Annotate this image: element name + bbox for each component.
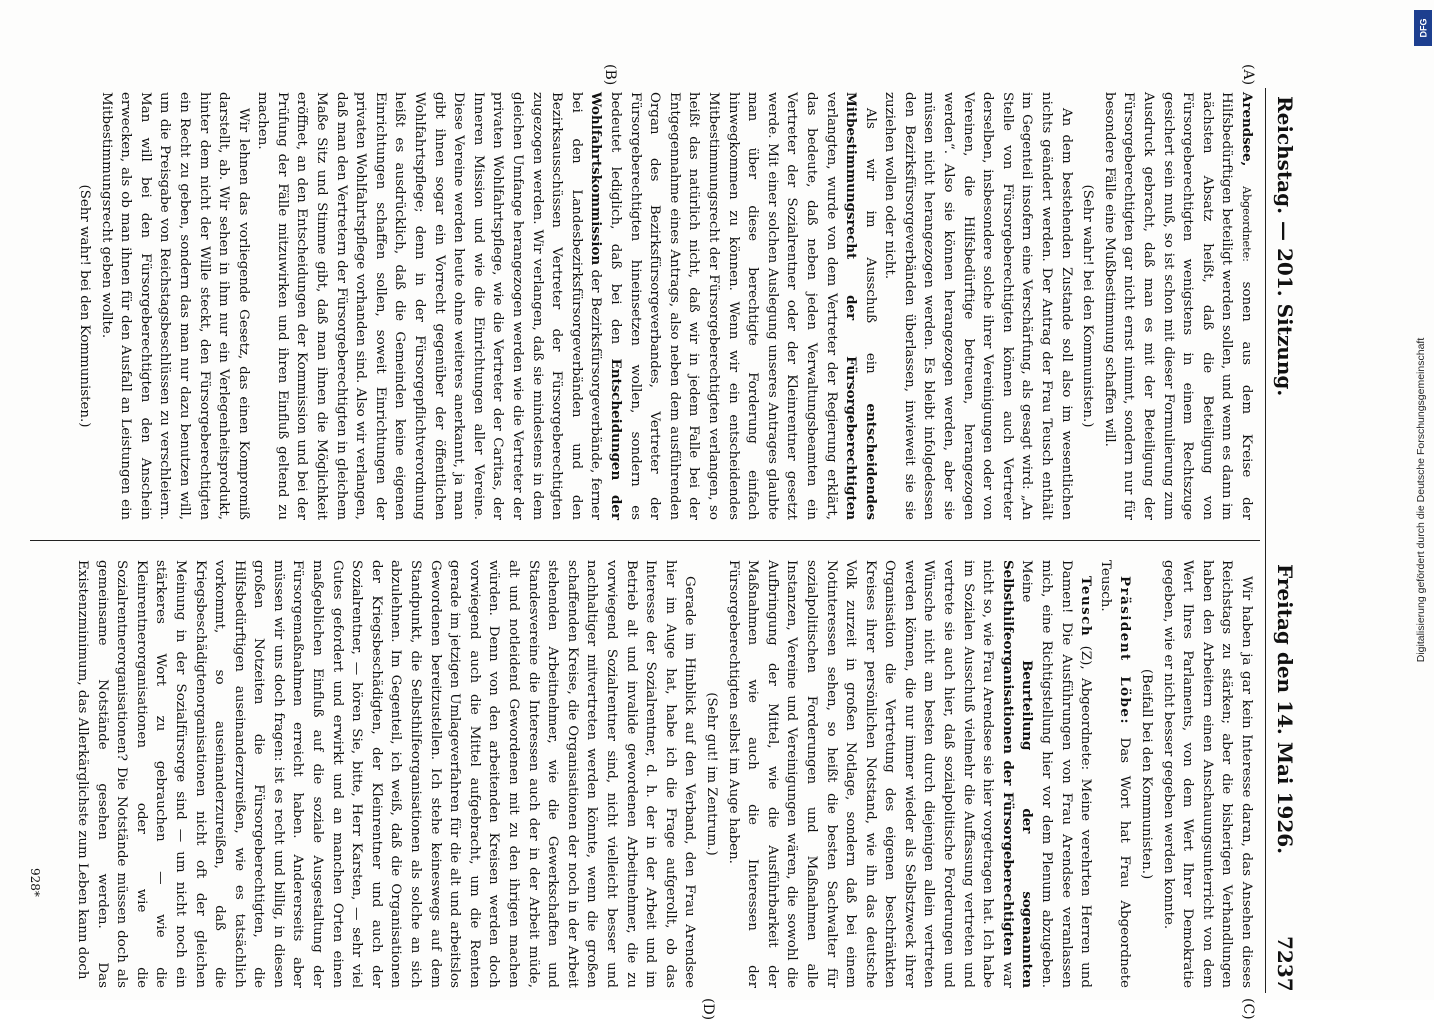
rotated-protocol-page bbox=[10, 64, 1300, 1020]
speaker-paragraph: Teusch (Z), Abgeordnete: Meine verehrten Herren und Damen! Die Ausführungen von Frau Arendsee veranlassen mich, eine Richtigstellung hier vor dem Plenum abzugeben. Meine Beurteilung der sogenannten Selbsthilfeorganisationen der Fürsorgeberechtigten war nicht so, wie Frau Arendsee sie hier vorgetragen hat. Ich habe im Sozialen Ausschuß vielmehr die Auffassung vertreten und vertrete sie auch hier, daß sozialpolitische Forderungen und Wünsche nicht am besten durch diejenigen allein vertreten werden können, die nur immer wieder als Selbstzweck ihrer Organisation die Vertretung des eigenen beschränkten Kreises ihrer persönlichen Notstand, wie ihn das deutsche Volk zurzeit in großen Notlage, sondern daß bei einem Notinteressen sehen, so heißt die besten Sachwalter für sozialpolitischen Forderungen und Maßnahmen alle Instanzen, Vereine und Vereinigungen wären, die sowohl die Aufbringung der Mittel, wie die Ausführbarkeit der Maßnahmen wie auch die Interessen der Fürsorgeberechtigten selbst im Auge haben. bbox=[725, 560, 1095, 989]
interjection: (Sehr gut! im Zentrum.) bbox=[703, 692, 719, 856]
margin-mark-c: (C) bbox=[1240, 998, 1256, 1020]
speaker-role: Abgeordnete: bbox=[1240, 186, 1253, 262]
dfg-sidebar bbox=[1408, 0, 1434, 1000]
interjection: (Beifall bei den Kommunisten.) bbox=[1139, 668, 1155, 880]
paragraph: sonen aus dem Kreise der Hilfsbedürftigen beteiligt werden sollen, und wenn es dann im nächsten Absatz heißt, daß die Beteiligung von Fürsorgeberechtigten wenigstens in einem Rechtszuge gesichert sein muß, so ist schon mit dieser Formulierung zum Ausdruck gebracht, daß man es mit der Beteiligung der Fürsorgeberechtigten gar nicht ernst nimmt, sondern nur für besondere Fälle eine Mußbestimmung schaffen will. bbox=[1101, 92, 1254, 520]
emphasis: entscheidendes Mitbestimmungsrecht der Fürsorgeberechtigten bbox=[843, 92, 879, 520]
margin-mark-d: (D) bbox=[700, 998, 716, 1020]
paragraph: Wir lehnen das vorliegende Gesetz, das einen Kompromiß darstellt, ab. Wir sehen in ihm nur ein Verlegenheitsprodukt, hinter dem nicht der Wille steckt, den Fürsorgeberechtigten ein Recht zu geben, sondern das man nur dazu benutzen will, um die Preisgabe von Reichstagsbeschlüssen zu verschleiern. Man will bei den Fürsorgeberechtigten den Anschein erwecken, als ob man ihnen für den Ausfall an Leistungen ein Mitbestimmungsrecht geben wollte. bbox=[98, 92, 251, 520]
header-left: Reichstag. — 201. Sitzung. bbox=[1273, 96, 1297, 397]
page-header bbox=[1264, 88, 1300, 993]
speaker-name: Arendsee, bbox=[1239, 92, 1255, 167]
interjection: (Sehr wahr! bei den Kommunisten.) bbox=[1080, 184, 1096, 428]
dfg-logo: DFG bbox=[1414, 10, 1432, 46]
president-line: Präsident Löbe: Das Wort hat Frau Abgeordnete Teusch. bbox=[1097, 560, 1134, 988]
margin-mark-a: (A) bbox=[1240, 64, 1256, 86]
paragraph: Gerade im Hinblick auf den Verband, den Frau Arendsee hier im Auge hat, habe ich die Frage aufgerollt, ob das Interesse der Sozialrentner, d. h. der in der Arbeit und im Betrieb alt und invalide gewordenen Arbeitnehmer, die zu vorwiegend Sozialrentner sind, nicht vielleicht besser und nachhaltiger mitvertreten werden könnte, wenn die großen schaffenden Kreise, die Organisationen der noch in der Arbeit stehenden Arbeitnehmer, wie die Gewerkschaften und Standesvereine die Interessen auch der in der Arbeit müde, alt und notleidend Gewordenen mit zu den ihrigen machen würden. Denn von den arbeitenden Kreisen werden doch vorwiegend auch die Mittel aufgebracht, um die Renten gerade im jetzigen Umlageverfahren für die alt und arbeitslos Gewordenen bereitzustellen. Ich stehe keineswegs auf dem Standpunkt, die Selbsthilfeorganisationen als solche an sich abzulehnen. Im Gegenteil, ich weiß, daß die Organisationen der Kriegsbeschädigten, der Kleinrentner und auch der Sozialrentner, — hören Sie, bitte, Herr Karsten, — sehr viel Gutes gefordert und erwirkt und an manchen Orten einen maßgeblichen Einfluß auf die soziale Ausgestaltung der Fürsorgemaßnahmen erreicht haben. Andererseits aber müssen wir uns doch fragen: ist es recht und billig, in diesen großen Notzeiten die Fürsorgeberechtigten, die Hilfsbedürftigen auseinanderzureißen, wie es tatsächlich vorkommt, so auseinanderzureißen, daß die Kriegsbeschädigtenorganisationen nicht oft der gleichen Meinung in der Sozialfürsorge sind — um nicht noch ein stärkeres Wort zu gebrauchen — wie die Kleinrentnerorganisationen oder wie die Sozialrentnerorganisationen? Die Notstände müssen doch als gemeinsame Notstände gesehen werden. Das Existenzminimum, das Allerkärglichste zum Leben kann doch bbox=[74, 560, 698, 988]
right-column bbox=[72, 560, 1256, 988]
emphasis: Beurteilung der sogenannten Selbsthilfeorganisationen der Fürsorgeberechtigten bbox=[999, 560, 1036, 988]
page-number: 7237 bbox=[1273, 936, 1297, 992]
interjection: (Sehr wahr! bei den Kommunisten.) bbox=[76, 184, 92, 428]
header-date: Freitag den 14. Mai 1926. bbox=[1273, 564, 1297, 855]
column-divider bbox=[30, 540, 1260, 541]
president-label: Präsident Löbe: bbox=[1117, 576, 1134, 725]
margin-mark-b: (B) bbox=[602, 64, 618, 86]
speaker-line bbox=[1099, 92, 1256, 520]
left-column bbox=[72, 92, 1256, 520]
paragraph: An dem bestehenden Zustande soll also im wesentlichen nichts geändert werden. Der Antrag der Frau Teusch enthält im Gegenteil insofern eine Verschärfung, als gesagt wird: „An Stelle von Fürsorgeberechtigten können auch Vertreter derselben, insbesondere solche ihrer Vereinigungen oder von Vereinen, die Hilfsbedürftige betreuen, herangezogen werden“. Also sie können herangezogen werden, aber sie müssen nicht herangezogen werden. Es bleibt infolgedessen den Bezirksfürsorgeverbänden überlassen, inwieweit sie sie zuziehen wollen oder nicht. bbox=[882, 92, 1074, 520]
paragraph: Als wir im Ausschuß ein entscheidendes Mitbestimmungsrecht der Fürsorgeberechtigten verlangten, wurde von dem Vertreter der Regierung erklärt, das bedeute, daß neben jeden Verwaltungsbeamten ein Vertreter der Sozialrentner oder der Kleinrentner gesetzt werde. Mit einer solchen Auslegung unseres Antrages glaubte man über diese berechtigte Forderung einfach hinwegkommen zu können. Wenn wir ein entscheidendes Mitbestimmungsrecht der Fürsorgeberechtigten verlangen, so heißt das natürlich nicht, daß wir in jedem Falle bei der Entgegennahme eines Antrags, also neben dem ausführenden Organ des Bezirksfürsorgeverbandes, Vertreter der Fürsorgeberechtigten hineinsetzen wollen, sondern es bedeutet lediglich, daß bei den Entscheidungen der Wohlfahrtskommission der Bezirksfürsorgeverbände, ferner bei den Landesbezirksfürsorgeverbänden und den Bezirksausschüssen Vertreter der Fürsorgeberechtigten zugezogen werden. Wir verlangen, daß sie mindestens in dem gleichen Umfange herangezogen werden wie die Vertreter der privaten Wohlfahrtspflege, wie die Vertreter der Caritas, der Inneren Mission und wie die Einrichtungen aller Vereine. Diese Vereine werden heute ohne weiteres anerkannt, ja man gibt ihnen sogar ein Vorrecht gegenüber der öffentlichen Wohlfahrtspflege; denn in der Fürsorgepflichtverordnung heißt es ausdrücklich, daß die Gemeinden keine eigenen Einrichtungen schaffen sollen, soweit Einrichtungen der privaten Wohlfahrtspflege vorhanden sind. Also wir verlangen, daß man den Vertretern der Fürsorgeberechtigten in gleichem Maße Sitz und Stimme gibt, daß man ihnen die Möglichkeit eröffnet, an den Entscheidungen der Kommission und bei der Prüfung der Fälle mitzuwirken und ihren Einfluß geltend zu machen. bbox=[255, 92, 879, 520]
emphasis: Entscheidungen der Wohlfahrtskommission bbox=[588, 92, 624, 520]
header-rule bbox=[1265, 88, 1266, 993]
digitization-note: Digitalisierung gefördert durch die Deutsche Forschungsgemeinschaft bbox=[1415, 337, 1427, 663]
speaker-name: Teusch bbox=[1078, 576, 1095, 638]
sheet-signature: 928* bbox=[28, 868, 42, 897]
paragraph: Wir haben ja gar kein Interesse daran, das Ansehen dieses Reichstags zu stärken; aber die bisherigen Verhandlungen haben den Arbeitern einen Anschauungsunterricht von dem Wert Ihres Parlaments, von dem Wert Ihrer Demokratie gegeben, wie er nicht besser gegeben werden konnte. bbox=[1160, 560, 1254, 988]
